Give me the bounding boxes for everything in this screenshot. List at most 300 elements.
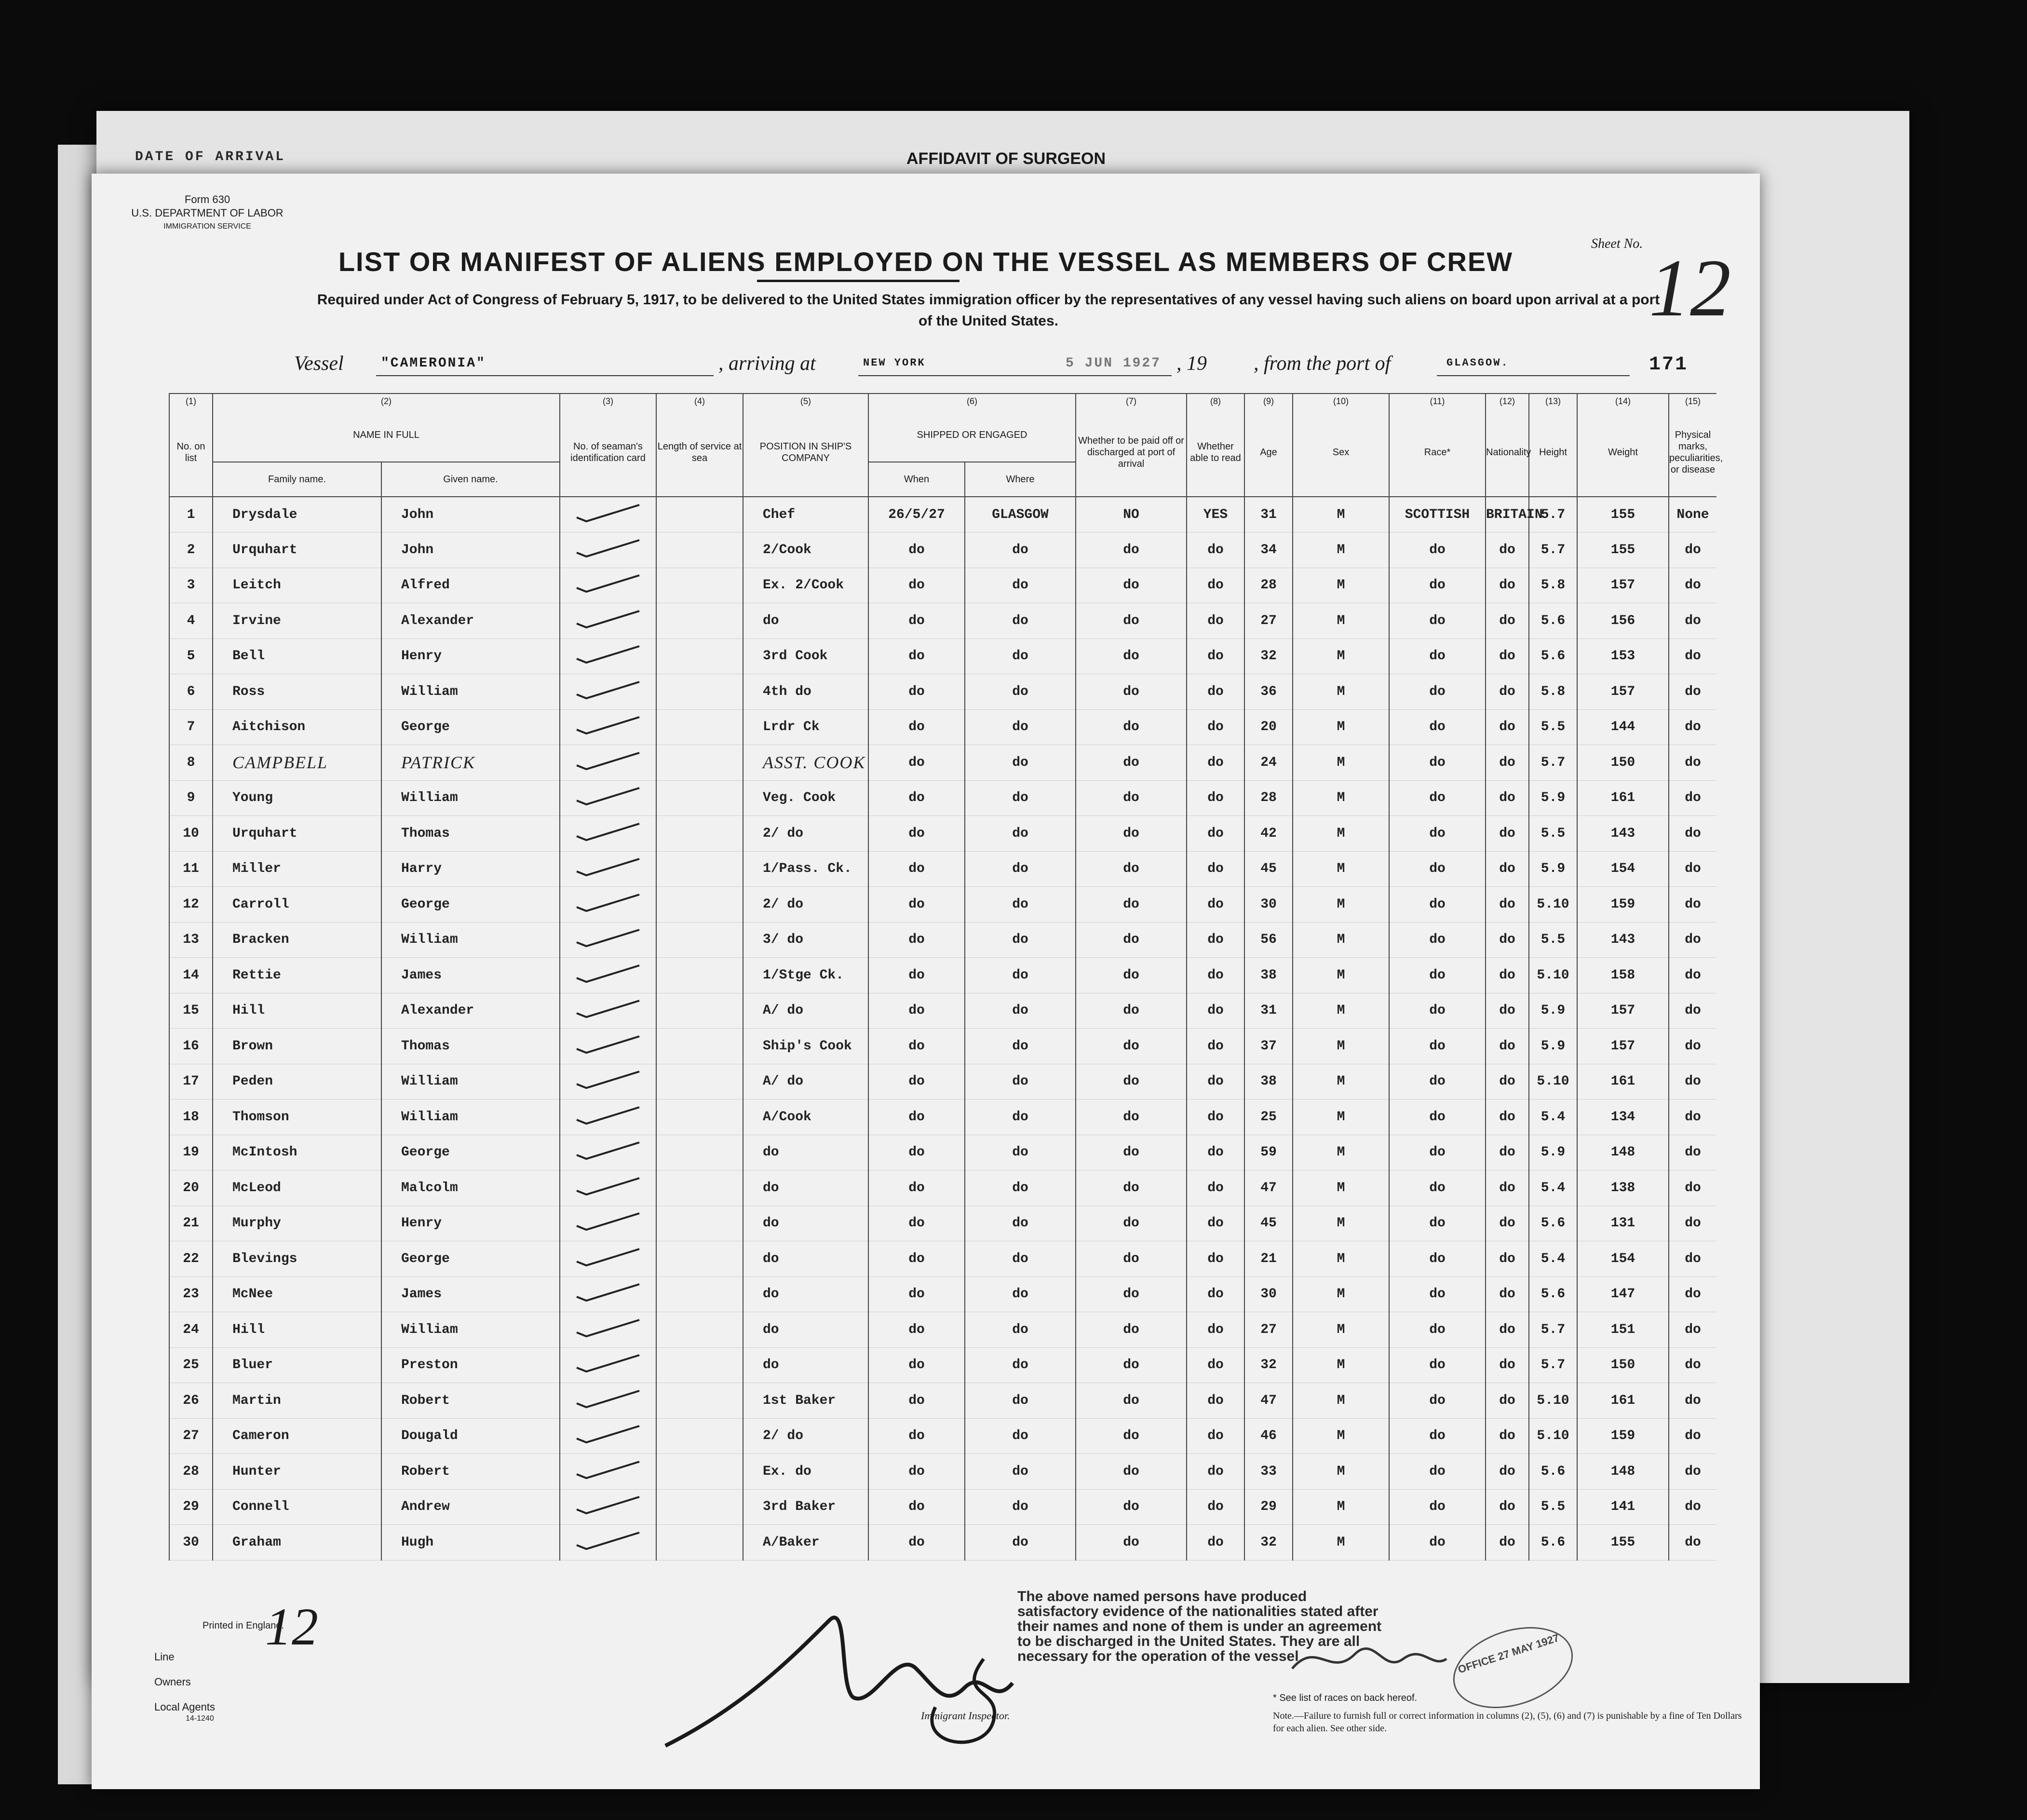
page-title: LIST OR MANIFEST OF ALIENS EMPLOYED ON THE VESSEL AS MEMBERS OF CREW (338, 246, 1513, 277)
cell-height: 5.9 (1529, 993, 1577, 1029)
cell-card (560, 745, 656, 781)
check-mark-icon (572, 609, 644, 628)
cell-marks: do (1669, 1206, 1716, 1241)
cell-given: James (381, 958, 560, 993)
cell-given: Alexander (381, 993, 560, 1029)
cell-length (656, 532, 743, 568)
cell-card (560, 532, 656, 568)
cell-marks: do (1669, 745, 1716, 781)
cell-no: 20 (169, 1170, 213, 1206)
cell-nationality: do (1486, 816, 1529, 852)
cell-paid: do (1076, 638, 1187, 674)
cell-given: Thomas (381, 1029, 560, 1064)
cell-position: do (743, 1347, 868, 1383)
cell-when: do (868, 887, 965, 923)
check-mark-icon (572, 1247, 644, 1266)
table-row (169, 1206, 1716, 1241)
cell-paid: do (1076, 958, 1187, 993)
cell-no: 27 (169, 1418, 213, 1454)
cell-no: 18 (169, 1100, 213, 1135)
cell-length (656, 1100, 743, 1135)
cell-given: William (381, 922, 560, 958)
cell-weight: 154 (1577, 1241, 1669, 1277)
cell-age: 46 (1244, 1418, 1293, 1454)
cell-paid: do (1076, 1525, 1187, 1561)
cell-given: Henry (381, 638, 560, 674)
cell-length (656, 958, 743, 993)
cell-height: 5.5 (1529, 816, 1577, 852)
table-row (169, 638, 1716, 674)
cell-when: 26/5/27 (868, 497, 965, 532)
cell-length (656, 709, 743, 745)
cell-card (560, 674, 656, 710)
cell-card (560, 1489, 656, 1525)
cell-where: do (965, 780, 1076, 816)
cell-race: do (1389, 1064, 1486, 1100)
col-num: (4) (656, 394, 743, 408)
cell-family: Hunter (213, 1454, 381, 1490)
cell-sex: M (1293, 1029, 1389, 1064)
crew-rows (169, 497, 1716, 1560)
cell-marks: do (1669, 1525, 1716, 1561)
header-nationality: Nationality (1486, 408, 1529, 497)
cell-given: William (381, 1312, 560, 1348)
cell-family: CAMPBELL (213, 745, 381, 781)
cell-length (656, 674, 743, 710)
cell-given: James (381, 1277, 560, 1312)
cell-marks: do (1669, 1029, 1716, 1064)
check-mark-icon (572, 1389, 644, 1408)
cell-read: do (1187, 1170, 1244, 1206)
vessel-line (294, 352, 1716, 376)
cell-position: 2/ do (743, 887, 868, 923)
list-number: 171 (1649, 354, 1689, 376)
cell-race: do (1389, 709, 1486, 745)
cell-age: 36 (1244, 674, 1293, 710)
header-shipped: SHIPPED OR ENGAGED (868, 408, 1076, 462)
cell-race: do (1389, 1312, 1486, 1348)
cell-where: do (965, 922, 1076, 958)
cell-length (656, 745, 743, 781)
col-num: (5) (743, 394, 868, 408)
cell-when: do (868, 816, 965, 852)
form-number: Form 630 (184, 193, 230, 205)
cell-race: do (1389, 1489, 1486, 1525)
cell-family: Leitch (213, 568, 381, 603)
cell-family: McNee (213, 1277, 381, 1312)
check-mark-icon (572, 964, 644, 983)
cell-length (656, 1135, 743, 1170)
check-mark-icon (572, 538, 644, 557)
cell-paid: do (1076, 851, 1187, 887)
table-row (169, 1489, 1716, 1525)
cell-weight: 157 (1577, 993, 1669, 1029)
cell-marks: do (1669, 887, 1716, 923)
cell-given: Andrew (381, 1489, 560, 1525)
cell-sex: M (1293, 887, 1389, 923)
table-row (169, 532, 1716, 568)
cell-paid: do (1076, 993, 1187, 1029)
table-row (169, 1170, 1716, 1206)
cell-marks: do (1669, 851, 1716, 887)
cell-length (656, 1525, 743, 1561)
cell-race: do (1389, 1241, 1486, 1277)
cell-paid: do (1076, 1454, 1187, 1490)
check-mark-icon (572, 1353, 644, 1372)
cell-position: 1/Pass. Ck. (743, 851, 868, 887)
cell-length (656, 568, 743, 603)
cell-age: 28 (1244, 780, 1293, 816)
cell-weight: 153 (1577, 638, 1669, 674)
cell-sex: M (1293, 674, 1389, 710)
cell-no: 23 (169, 1277, 213, 1312)
cell-family: Graham (213, 1525, 381, 1561)
header-height: Height (1529, 408, 1577, 497)
cell-marks: do (1669, 1418, 1716, 1454)
cell-length (656, 1312, 743, 1348)
cell-family: Martin (213, 1383, 381, 1419)
cell-weight: 148 (1577, 1454, 1669, 1490)
office-stamp (1443, 1613, 1583, 1722)
cell-sex: M (1293, 1241, 1389, 1277)
cell-when: do (868, 745, 965, 781)
cell-paid: do (1076, 1029, 1187, 1064)
cell-height: 5.6 (1529, 1454, 1577, 1490)
cell-nationality: do (1486, 1064, 1529, 1100)
cell-length (656, 851, 743, 887)
cell-length (656, 1064, 743, 1100)
cell-weight: 150 (1577, 745, 1669, 781)
cell-when: do (868, 1135, 965, 1170)
cell-position: 3rd Baker (743, 1489, 868, 1525)
cell-when: do (868, 674, 965, 710)
cell-nationality: BRITAIN (1486, 497, 1529, 532)
cell-card (560, 887, 656, 923)
cell-nationality: do (1486, 1418, 1529, 1454)
cell-no: 2 (169, 532, 213, 568)
vessel-label: Vessel (294, 353, 344, 375)
header-physical: Physical marks, peculiarities, or disease (1669, 408, 1716, 497)
cell-given: Dougald (381, 1418, 560, 1454)
cell-nationality: do (1486, 993, 1529, 1029)
cell-no: 11 (169, 851, 213, 887)
cell-nationality: do (1486, 1312, 1529, 1348)
cell-sex: M (1293, 1206, 1389, 1241)
cell-no: 10 (169, 816, 213, 852)
cell-race: do (1389, 1418, 1486, 1454)
col-num: (3) (560, 394, 656, 408)
cell-sex: M (1293, 568, 1389, 603)
cell-weight: 143 (1577, 816, 1669, 852)
cell-read: do (1187, 1241, 1244, 1277)
header-seamans-card: No. of seaman's identification card (560, 408, 656, 497)
cell-nationality: do (1486, 1277, 1529, 1312)
cell-where: do (965, 1170, 1076, 1206)
cell-position: do (743, 1135, 868, 1170)
cell-when: do (868, 568, 965, 603)
cell-given: Preston (381, 1347, 560, 1383)
cell-sex: M (1293, 1170, 1389, 1206)
cell-given: George (381, 1241, 560, 1277)
cell-sex: M (1293, 497, 1389, 532)
cell-length (656, 816, 743, 852)
cell-no: 3 (169, 568, 213, 603)
table-row (169, 568, 1716, 603)
cell-age: 20 (1244, 709, 1293, 745)
cell-read: do (1187, 1064, 1244, 1100)
cell-paid: do (1076, 1241, 1187, 1277)
cell-no: 28 (169, 1454, 213, 1490)
cell-family: Urquhart (213, 532, 381, 568)
cell-height: 5.7 (1529, 1312, 1577, 1348)
cell-sex: M (1293, 745, 1389, 781)
penalty-note: Note.—Failure to furnish full or correct information in columns (2), (5), (6) and (7) is punishable by a fine of Ten Dollars for each alien. See other side. (1273, 1711, 1742, 1734)
cell-weight: 155 (1577, 1525, 1669, 1561)
cell-when: do (868, 709, 965, 745)
cell-paid: do (1076, 1064, 1187, 1100)
cell-family: Bell (213, 638, 381, 674)
cell-nationality: do (1486, 1135, 1529, 1170)
cell-height: 5.5 (1529, 922, 1577, 958)
cell-age: 45 (1244, 1206, 1293, 1241)
cell-position: 1/Stge Ck. (743, 958, 868, 993)
cell-length (656, 1383, 743, 1419)
cell-marks: None (1669, 497, 1716, 532)
cell-where: do (965, 532, 1076, 568)
cell-family: Hill (213, 1312, 381, 1348)
cell-sex: M (1293, 1100, 1389, 1135)
cell-height: 5.7 (1529, 497, 1577, 532)
cell-race: do (1389, 532, 1486, 568)
cell-read: do (1187, 674, 1244, 710)
cell-marks: do (1669, 709, 1716, 745)
cell-card (560, 497, 656, 532)
cell-marks: do (1669, 1241, 1716, 1277)
cell-length (656, 1241, 743, 1277)
cell-position: 2/Cook (743, 532, 868, 568)
cell-family: Blevings (213, 1241, 381, 1277)
cell-read: do (1187, 568, 1244, 603)
cell-where: do (965, 1100, 1076, 1135)
table-row (169, 1135, 1716, 1170)
arrival-port: NEW YORK (863, 357, 926, 369)
cell-sex: M (1293, 638, 1389, 674)
cell-no: 26 (169, 1383, 213, 1419)
cell-height: 5.10 (1529, 1418, 1577, 1454)
cell-length (656, 603, 743, 639)
service: IMMIGRATION SERVICE (163, 222, 251, 231)
cell-sex: M (1293, 993, 1389, 1029)
cell-sex: M (1293, 1064, 1389, 1100)
cell-weight: 157 (1577, 568, 1669, 603)
cell-paid: do (1076, 887, 1187, 923)
table-row (169, 922, 1716, 958)
cell-sex: M (1293, 1277, 1389, 1312)
cell-no: 29 (169, 1489, 213, 1525)
cell-when: do (868, 1206, 965, 1241)
cell-height: 5.5 (1529, 1489, 1577, 1525)
cell-where: do (965, 1064, 1076, 1100)
cell-card (560, 1170, 656, 1206)
cell-age: 27 (1244, 603, 1293, 639)
cell-position: 4th do (743, 674, 868, 710)
cell-height: 5.9 (1529, 1135, 1577, 1170)
check-mark-icon (572, 1460, 644, 1479)
cell-marks: do (1669, 532, 1716, 568)
cell-given: Robert (381, 1383, 560, 1419)
cell-race: do (1389, 780, 1486, 816)
cell-nationality: do (1486, 1206, 1529, 1241)
cell-when: do (868, 958, 965, 993)
cell-marks: do (1669, 1100, 1716, 1135)
cell-no: 17 (169, 1064, 213, 1100)
cell-marks: do (1669, 1312, 1716, 1348)
cell-height: 5.6 (1529, 1277, 1577, 1312)
cell-age: 38 (1244, 958, 1293, 993)
cell-paid: do (1076, 1135, 1187, 1170)
table-row (169, 1064, 1716, 1100)
cell-height: 5.7 (1529, 1347, 1577, 1383)
cell-when: do (868, 922, 965, 958)
cell-position: Ex. 2/Cook (743, 568, 868, 603)
vessel-underline (376, 375, 714, 376)
cell-nationality: do (1486, 922, 1529, 958)
cell-no: 5 (169, 638, 213, 674)
cell-position: do (743, 1312, 868, 1348)
cell-weight: 161 (1577, 1383, 1669, 1419)
header-where: Where (965, 462, 1076, 497)
cell-weight: 154 (1577, 851, 1669, 887)
cell-paid: do (1076, 745, 1187, 781)
cell-nationality: do (1486, 568, 1529, 603)
header-name-in-full: NAME IN FULL (213, 408, 560, 462)
table-row (169, 1525, 1716, 1561)
officer-signature-icon (1287, 1630, 1451, 1688)
cell-height: 5.4 (1529, 1100, 1577, 1135)
header-weight: Weight (1577, 408, 1669, 497)
cell-family: Bluer (213, 1347, 381, 1383)
cell-marks: do (1669, 674, 1716, 710)
cell-when: do (868, 1347, 965, 1383)
cell-read: do (1187, 816, 1244, 852)
cell-length (656, 922, 743, 958)
cell-sex: M (1293, 603, 1389, 639)
col-num: (13) (1529, 394, 1577, 408)
cell-when: do (868, 1525, 965, 1561)
cell-read: do (1187, 1135, 1244, 1170)
department: U.S. DEPARTMENT OF LABOR (131, 207, 284, 219)
cell-race: SCOTTISH (1389, 497, 1486, 532)
cell-nationality: do (1486, 1454, 1529, 1490)
cell-read: do (1187, 922, 1244, 958)
cell-no: 8 (169, 745, 213, 781)
header-row (169, 408, 1716, 462)
cell-age: 27 (1244, 1312, 1293, 1348)
table-row (169, 674, 1716, 710)
cell-given: George (381, 709, 560, 745)
manifest-sheet (92, 174, 1760, 1789)
cell-read: do (1187, 603, 1244, 639)
cell-family: Murphy (213, 1206, 381, 1241)
header-paid-off: Whether to be paid off or discharged at port of arrival (1076, 408, 1187, 497)
column-numbers-row (169, 394, 1716, 408)
cell-nationality: do (1486, 1170, 1529, 1206)
cell-height: 5.9 (1529, 851, 1577, 887)
cell-paid: do (1076, 568, 1187, 603)
cell-nationality: do (1486, 1525, 1529, 1561)
cell-sex: M (1293, 780, 1389, 816)
cell-when: do (868, 1064, 965, 1100)
cell-read: YES (1187, 497, 1244, 532)
cell-no: 30 (169, 1525, 213, 1561)
races-note: * See list of races on back hereof. (1273, 1693, 1418, 1703)
cell-card (560, 1064, 656, 1100)
cell-when: do (868, 851, 965, 887)
cell-length (656, 1454, 743, 1490)
check-mark-icon (572, 1105, 644, 1125)
header-position: POSITION IN SHIP'S COMPANY (743, 408, 868, 497)
cell-read: do (1187, 1418, 1244, 1454)
cell-card (560, 1312, 656, 1348)
cell-length (656, 1418, 743, 1454)
check-mark-icon (572, 1211, 644, 1231)
cell-marks: do (1669, 568, 1716, 603)
footer-handwritten-number: 12 (265, 1597, 318, 1656)
cell-marks: do (1669, 816, 1716, 852)
table-row (169, 993, 1716, 1029)
check-mark-icon (572, 680, 644, 699)
cell-card (560, 1418, 656, 1454)
col-num: (1) (169, 394, 213, 408)
cell-read: do (1187, 851, 1244, 887)
header-length-service: Length of service at sea (656, 408, 743, 497)
cell-marks: do (1669, 1347, 1716, 1383)
cell-length (656, 1206, 743, 1241)
cell-sex: M (1293, 1489, 1389, 1525)
cell-given: William (381, 780, 560, 816)
cell-age: 32 (1244, 638, 1293, 674)
cell-paid: do (1076, 780, 1187, 816)
cell-read: do (1187, 993, 1244, 1029)
cell-given: Hugh (381, 1525, 560, 1561)
cell-age: 59 (1244, 1135, 1293, 1170)
table-row (169, 745, 1716, 781)
cell-paid: do (1076, 603, 1187, 639)
cell-when: do (868, 603, 965, 639)
cell-no: 13 (169, 922, 213, 958)
cell-no: 4 (169, 603, 213, 639)
cell-race: do (1389, 887, 1486, 923)
arriving-label: , arriving at (718, 353, 816, 375)
table-row (169, 1454, 1716, 1490)
cell-read: do (1187, 532, 1244, 568)
owners-label: Owners (154, 1676, 191, 1688)
cell-race: do (1389, 851, 1486, 887)
cell-family: Miller (213, 851, 381, 887)
cell-given: Thomas (381, 816, 560, 852)
cell-race: do (1389, 1029, 1486, 1064)
cell-nationality: do (1486, 603, 1529, 639)
table-row (169, 1383, 1716, 1419)
cell-age: 34 (1244, 532, 1293, 568)
cell-read: do (1187, 1029, 1244, 1064)
cell-family: McLeod (213, 1170, 381, 1206)
cell-nationality: do (1486, 1241, 1529, 1277)
cell-where: do (965, 816, 1076, 852)
cell-length (656, 993, 743, 1029)
cell-age: 37 (1244, 1029, 1293, 1064)
cell-race: do (1389, 568, 1486, 603)
